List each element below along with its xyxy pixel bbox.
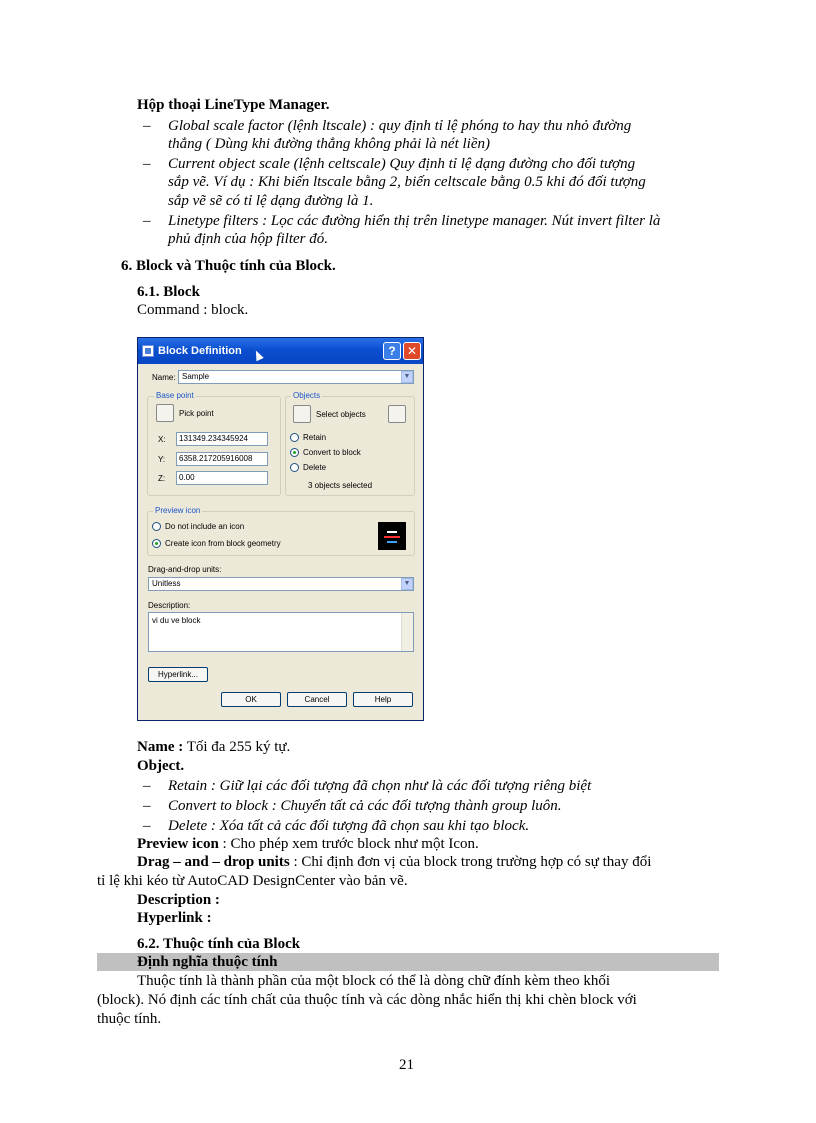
- hyperlink-term: Hyperlink :: [137, 910, 212, 926]
- description-term: Description :: [137, 892, 220, 908]
- object-item-retain: Retain : Giữ lại các đối tượng đã chọn như là các đối tượng riêng biệt: [168, 778, 592, 794]
- retain-radio[interactable]: [290, 433, 299, 442]
- section-6-heading: 6. Block và Thuộc tính của Block.: [121, 258, 336, 274]
- dialog-title: Block Definition: [158, 345, 242, 357]
- linetype-item-2-line-2: sắp vẽ. Ví dụ : Khi biến ltscale bằng 2, biến celtscale bằng 0.5 khi đó đối tượng: [168, 174, 646, 190]
- bullet-dash: –: [143, 118, 151, 134]
- delete-label[interactable]: Delete: [303, 463, 327, 472]
- linetype-item-2-line-1: Current object scale (lệnh celtscale) Quy định tỉ lệ dạng đường cho đối tượng: [168, 156, 636, 172]
- bullet-dash: –: [143, 778, 151, 794]
- select-objects-label[interactable]: Select objects: [316, 410, 366, 419]
- description-scrollbar[interactable]: [401, 613, 413, 651]
- ok-button[interactable]: OK: [221, 692, 281, 707]
- paragraph-line-1: Thuộc tính là thành phần của một block có thể là dòng chữ đính kèm theo khối: [137, 973, 611, 989]
- pick-point-label[interactable]: Pick point: [179, 409, 214, 418]
- drag-units-label: Drag-and-drop units:: [148, 565, 222, 574]
- delete-radio[interactable]: [290, 463, 299, 472]
- convert-to-block-label[interactable]: Convert to block: [303, 448, 361, 457]
- units-value: Unitless: [152, 579, 181, 588]
- name-definition: Tối đa 255 ký tự.: [183, 739, 291, 755]
- mouse-cursor-icon: [252, 349, 263, 361]
- select-objects-icon[interactable]: [293, 405, 311, 423]
- z-label: Z:: [158, 474, 166, 483]
- linetype-item-3-line-2: phủ định của hộp filter đó.: [168, 231, 328, 247]
- paragraph-line-3: thuộc tính.: [97, 1011, 162, 1027]
- units-combobox[interactable]: [148, 577, 414, 591]
- section-6-1-heading: 6.1. Block: [137, 284, 200, 300]
- quick-select-icon[interactable]: [388, 405, 406, 423]
- y-input[interactable]: [176, 452, 268, 466]
- object-heading: Object.: [137, 758, 185, 774]
- help-titlebar-button[interactable]: ?: [383, 342, 401, 360]
- dialog-titlebar: [138, 338, 423, 364]
- linetype-item-1-line-1: Global scale factor (lệnh ltscale) : quy định tỉ lệ phóng to hay thu nhỏ đường: [168, 118, 632, 134]
- drag-definition: : Chỉ định đơn vị của block trong trường hợp có sự thay đổi: [289, 854, 652, 870]
- x-value: 131349.234345924: [179, 434, 248, 443]
- block-definition-dialog: [137, 337, 424, 721]
- create-icon-radio[interactable]: [152, 539, 161, 548]
- pick-point-icon[interactable]: [156, 404, 174, 422]
- bullet-dash: –: [143, 818, 151, 834]
- selected-count: 3 objects selected: [308, 481, 373, 490]
- linetype-item-3-line-1: Linetype filters : Lọc các đường hiển thị trên linetype manager. Nút invert filter là: [168, 213, 661, 229]
- hyperlink-button[interactable]: Hyperlink...: [148, 667, 208, 682]
- preview-term: Preview icon: [137, 836, 219, 852]
- name-description: [137, 738, 290, 756]
- preview-icon-group: [147, 511, 415, 556]
- z-value: 0.00: [179, 473, 195, 482]
- linetype-item-1-line-2: thẳng ( Dùng khi đường thẳng không phải là nét liền): [168, 136, 490, 152]
- retain-label[interactable]: Retain: [303, 433, 327, 442]
- object-item-delete: Delete : Xóa tất cả các đối tượng đã chọn sau khi tạo block.: [168, 818, 530, 834]
- command-text: Command : block.: [137, 302, 249, 318]
- chevron-down-icon[interactable]: ▼: [401, 578, 413, 590]
- paragraph-line-2: (block). Nó định các tính chất của thuộc tính và các dòng nhắc hiển thị khi chèn block với: [97, 992, 637, 1008]
- close-button[interactable]: ✕: [403, 342, 421, 360]
- linetype-manager-heading: Hộp thoại LineType Manager.: [137, 97, 330, 113]
- preview-icon-description: [137, 835, 479, 853]
- drag-units-description-cont: tỉ lệ khi kéo từ AutoCAD DesignCenter vào bản vẽ.: [97, 873, 408, 889]
- create-icon-label[interactable]: Create icon from block geometry: [165, 539, 281, 548]
- x-input[interactable]: [176, 432, 268, 446]
- preview-icon-label: Preview icon: [155, 506, 201, 515]
- block-preview-icon: [378, 522, 406, 550]
- base-point-label: Base point: [156, 391, 194, 400]
- no-icon-label[interactable]: Do not include an icon: [165, 522, 245, 531]
- app-icon: [142, 345, 154, 357]
- description-label: Description:: [148, 601, 191, 610]
- section-6-2-heading: 6.2. Thuộc tính của Block: [137, 936, 301, 952]
- bullet-dash: –: [143, 213, 151, 229]
- convert-to-block-radio[interactable]: [290, 448, 299, 457]
- linetype-item-2-line-3: sắp vẽ sẽ có tỉ lệ dạng đường là 1.: [168, 193, 374, 209]
- x-label: X:: [158, 435, 166, 444]
- object-item-convert: Convert to block : Chuyển tất cả các đối tượng thành group luôn.: [168, 798, 562, 814]
- bullet-dash: –: [143, 798, 151, 814]
- name-label: Name:: [152, 373, 176, 382]
- y-label: Y:: [158, 455, 166, 464]
- y-value: 6358.217205916008: [179, 454, 253, 463]
- preview-definition: : Cho phép xem trước block như một Icon.: [218, 836, 479, 852]
- cancel-button[interactable]: Cancel: [287, 692, 347, 707]
- attribute-definition-heading: Định nghĩa thuộc tính: [137, 954, 278, 970]
- name-term: Name :: [137, 739, 184, 755]
- description-textarea[interactable]: [148, 612, 414, 652]
- description-value: vi du ve block: [152, 616, 201, 625]
- bullet-dash: –: [143, 156, 151, 172]
- name-value: Sample: [182, 372, 210, 381]
- chevron-down-icon[interactable]: ▼: [401, 371, 413, 383]
- drag-units-description: [137, 853, 651, 871]
- page-number: 21: [399, 1057, 414, 1073]
- z-input[interactable]: [176, 471, 268, 485]
- no-icon-radio[interactable]: [152, 522, 161, 531]
- drag-term: Drag – and – drop units: [137, 854, 290, 870]
- help-button[interactable]: Help: [353, 692, 413, 707]
- objects-label: Objects: [293, 391, 321, 400]
- name-combobox[interactable]: [178, 370, 414, 384]
